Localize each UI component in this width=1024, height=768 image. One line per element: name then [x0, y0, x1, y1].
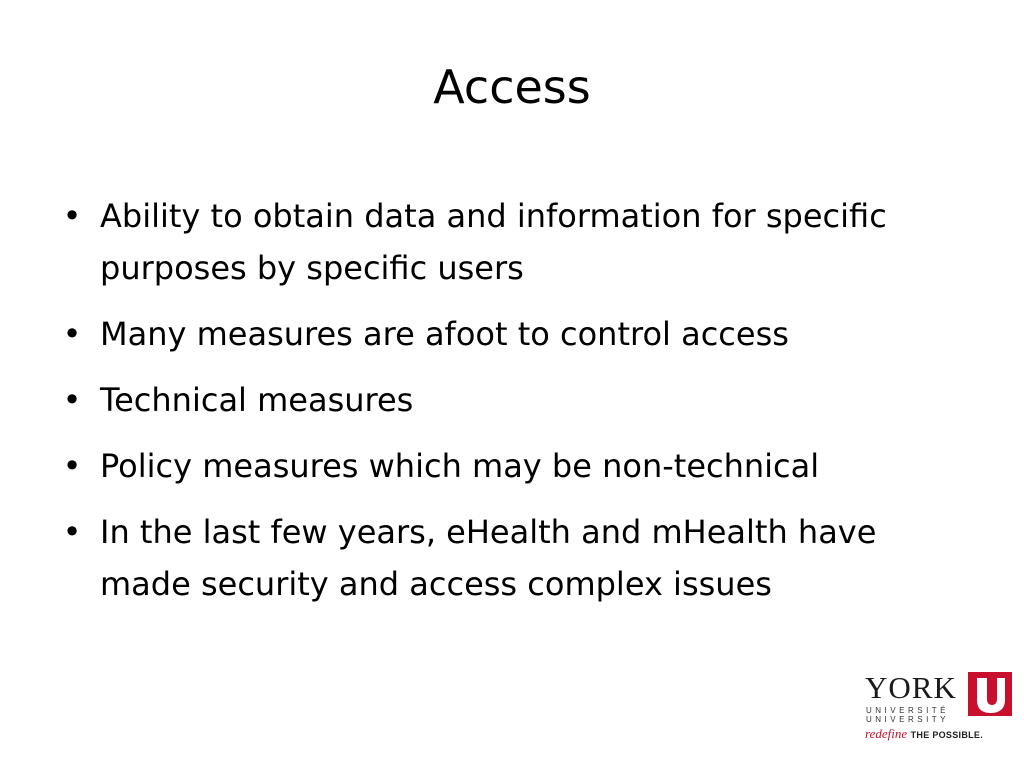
- york-university-logo: [864, 672, 1016, 744]
- york-u-logo-icon: [968, 672, 1012, 716]
- bullet-text: Ability to obtain data and information for specific purposes by specific users: [100, 197, 887, 287]
- logo-university: UNIVERSITY: [866, 715, 950, 724]
- logo-tagline: [865, 728, 983, 741]
- bullet-marker: •: [62, 447, 82, 485]
- bullet-marker: •: [62, 381, 82, 419]
- bullet-item: [62, 190, 972, 294]
- logo-wordmark: YORK: [865, 670, 957, 705]
- bullet-text: Technical measures: [100, 381, 414, 419]
- logo-tagline-possible: THE POSSIBLE.: [910, 730, 984, 740]
- bullet-marker: •: [62, 315, 82, 353]
- bullet-list: [62, 190, 972, 624]
- bullet-marker: •: [62, 197, 82, 235]
- logo-universite: UNIVERSITÉ: [866, 706, 950, 715]
- bullet-text: Policy measures which may be non-technical: [100, 447, 820, 485]
- bullet-item: [62, 440, 972, 492]
- bullet-text: Many measures are afoot to control access: [100, 315, 789, 353]
- bullet-marker: •: [62, 513, 82, 551]
- bullet-item: [62, 308, 972, 360]
- slide-title: Access: [433, 60, 591, 114]
- bullet-item: [62, 374, 972, 426]
- logo-tagline-redefine: redefine: [865, 726, 908, 741]
- bullet-text: In the last few years, eHealth and mHealth have made security and access complex issues: [100, 513, 877, 603]
- bullet-item: [62, 506, 972, 610]
